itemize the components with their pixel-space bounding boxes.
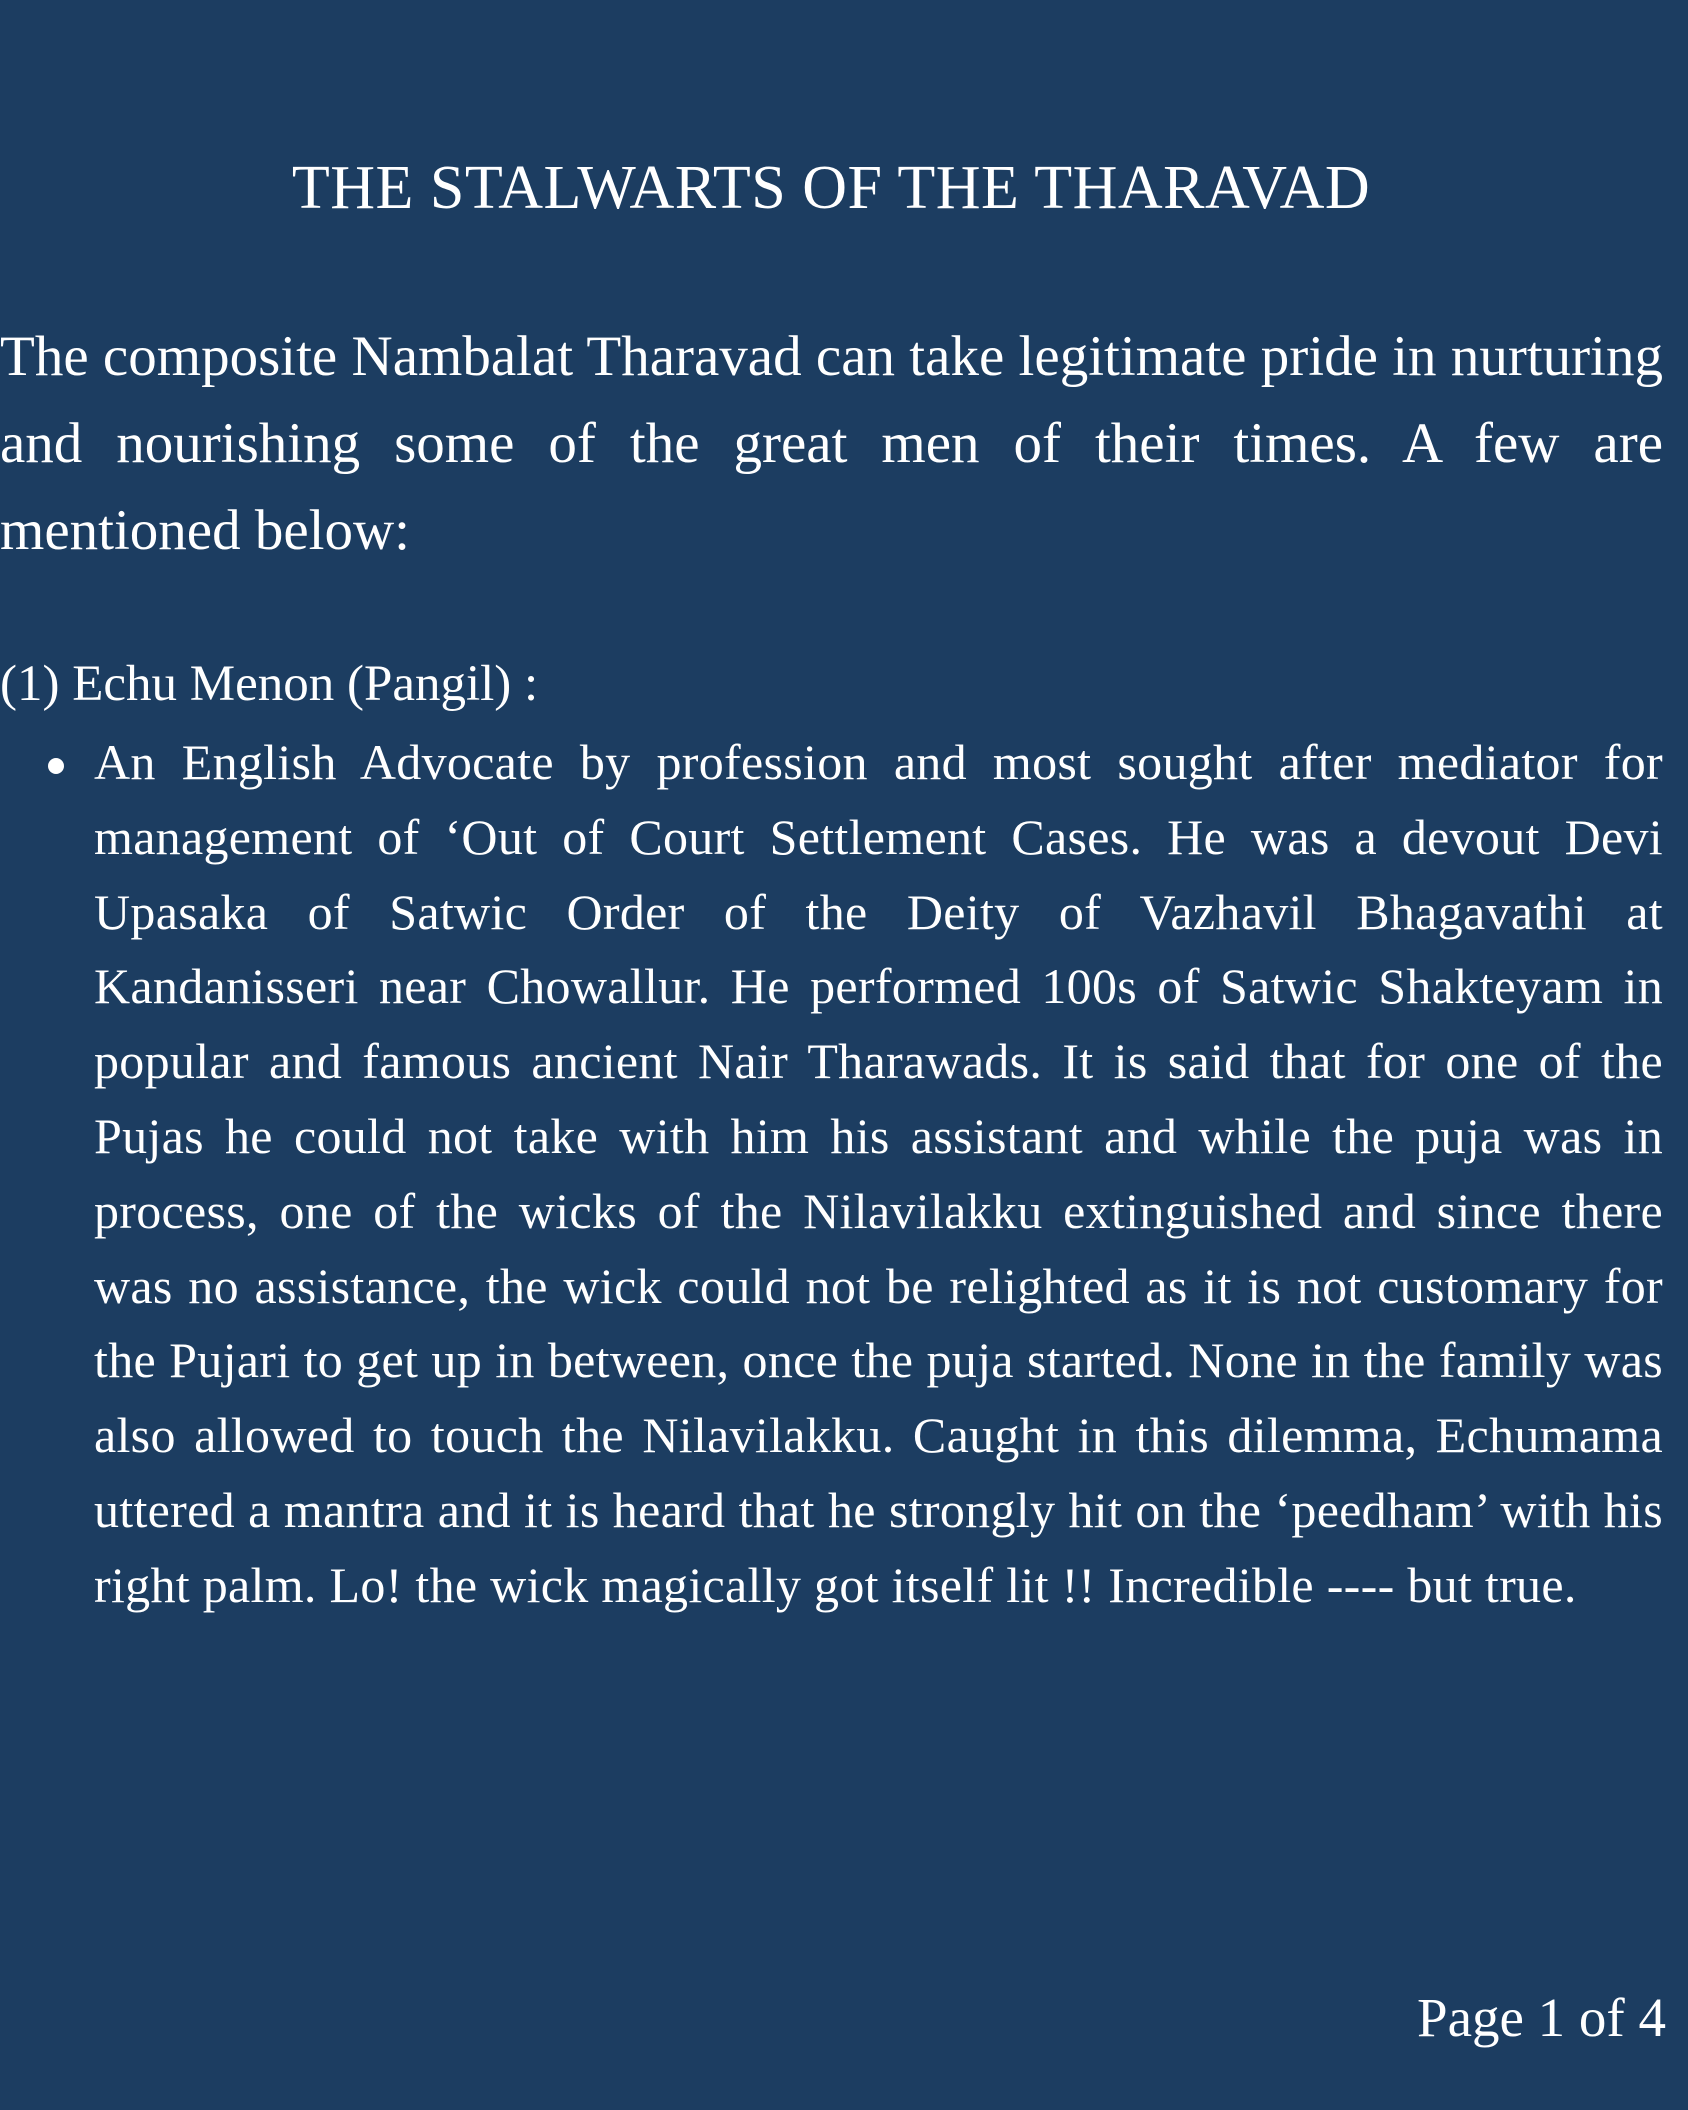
document-title: THE STALWARTS OF THE THARAVAD — [291, 154, 1371, 222]
bullet-icon — [48, 758, 64, 774]
bullet-text: An English Advocate by profession and most sought after mediator for management of ‘Out of Court Settlement Cases. He was a devout Devi Upasaka of Satwic Order of the Deity of Vazhavil Bhagavathi at Kandanisseri near Chowallur. He performed 100s of Satwic Shakteyam in popular and famous ancient Nair Tharawads. It is said that for one of the Pujas he could not take with him his assistant and while the puja was in process, one of the wicks of the Nilavilakku extinguished and since there was no assistance, the wick could not be relighted as it is not customary for the Pujari to get up in between, once the puja started. None in the family was also allowed to touch the Nilavilakku. Caught in this dilemma, Echumama uttered a mantra and it is heard that he strongly hit on the ‘peedham’ with his right palm. Lo! the wick magically got itself lit !! Incredible ---- but true. — [94, 734, 1663, 1613]
intro-paragraph: The composite Nambalat Tharavad can take legitimate pride in nurturing and nourishing some of the great men of their times. A few are mentioned below: — [0, 325, 1663, 562]
list-item — [0, 725, 1663, 1623]
bullet-list — [0, 725, 1663, 1623]
page-number: Page 1 of 4 — [1417, 1987, 1666, 2048]
section-heading: (1) Echu Menon (Pangil) : — [0, 656, 539, 712]
